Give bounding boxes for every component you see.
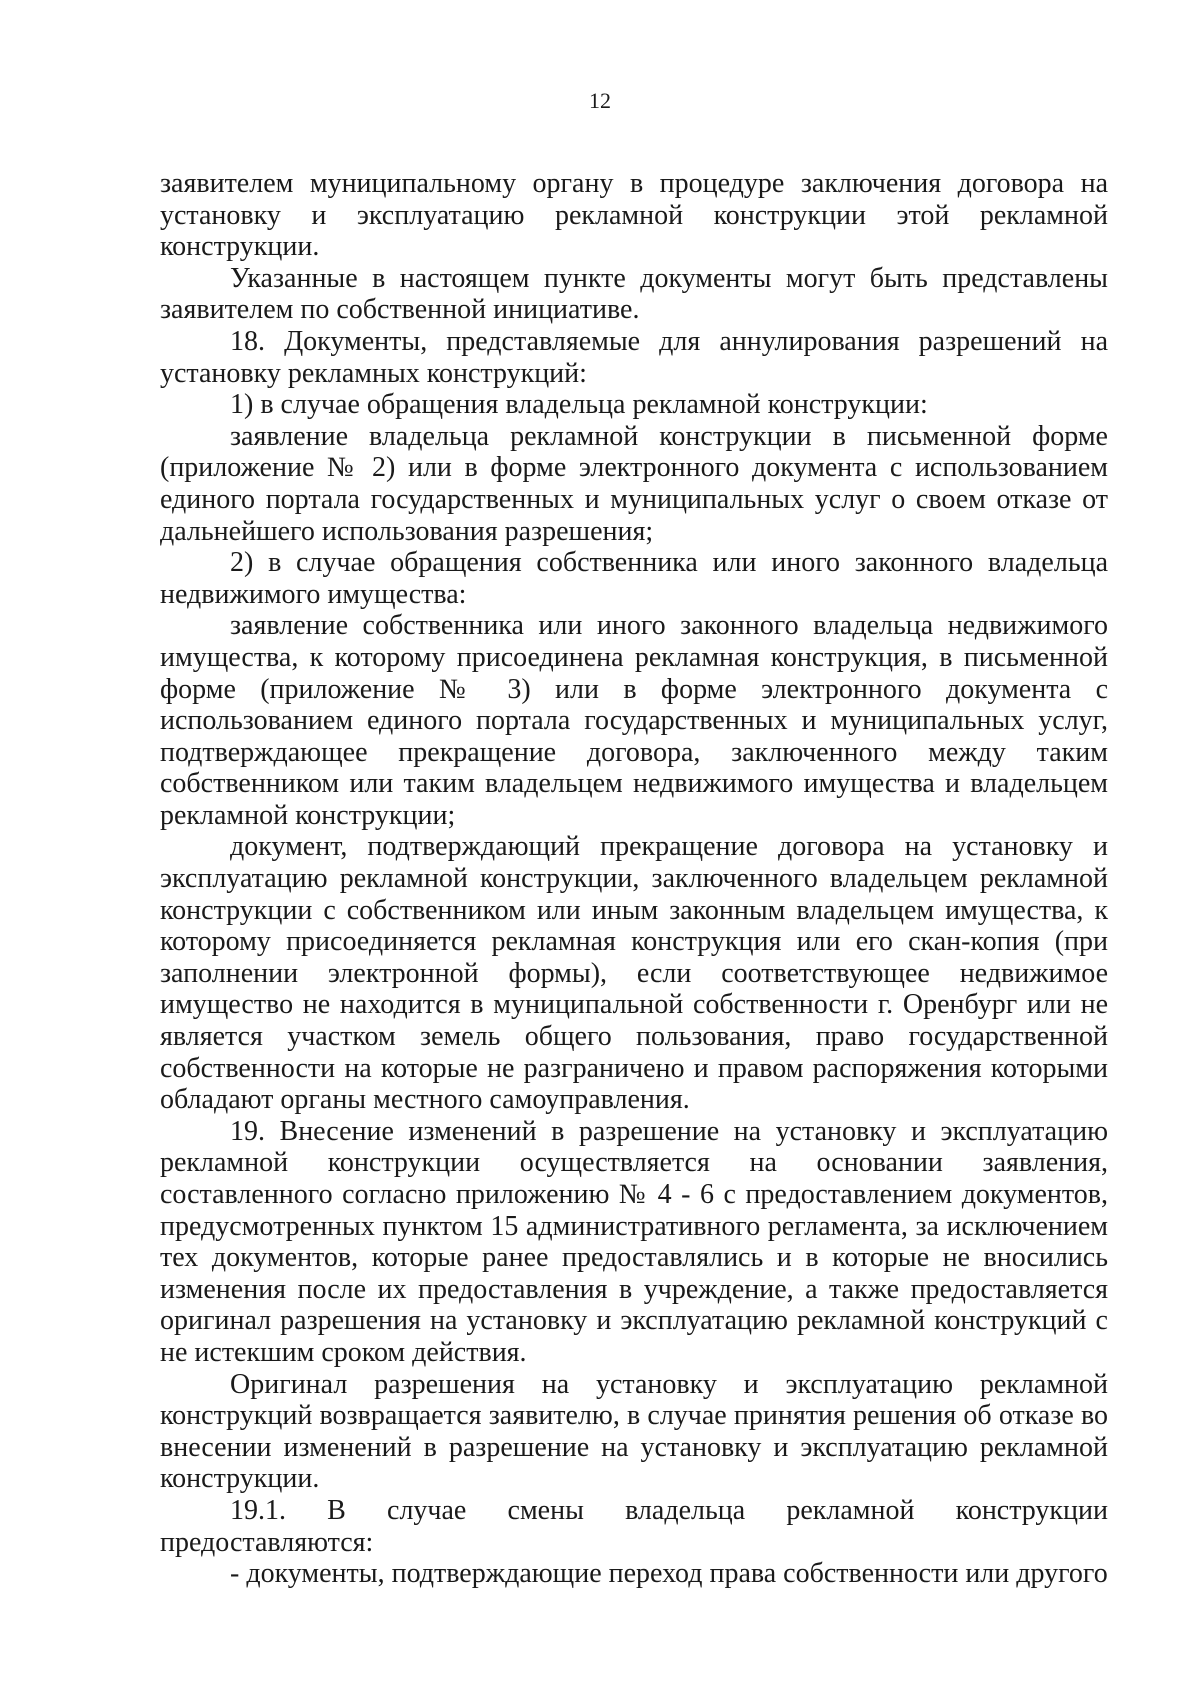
paragraph: заявителем муниципальному органу в процедуре заключения договора на установку и эксплуатацию рекламной конструкции этой рекламной конструкции.: [160, 168, 1108, 263]
page-number: 12: [589, 88, 611, 113]
paragraph: 19. Внесение изменений в разрешение на установку и эксплуатацию рекламной конструкции осуществляется на основании заявления, составленного согласно приложению № 4 - 6 с предоставлением документов, предусмотренных пунктом 15 административного регламента, за исключением тех документов, которые ранее предоставлялись и в которые не вносились изменения после их предоставления в учреждение, а также предоставляется оригинал разрешения на установку и эксплуатацию рекламной конструкций с не истекшим сроком действия.: [160, 1115, 1108, 1368]
paragraph: - документы, подтверждающие переход права собственности или другого: [230, 1558, 1108, 1590]
document-body: [160, 168, 1108, 1590]
paragraph: 19.1. В случае смены владельца рекламной конструкции предоставляются:: [160, 1494, 1108, 1558]
paragraph: 2) в случае обращения собственника или иного законного владельца недвижимого имущества:: [160, 547, 1108, 610]
paragraph: Оригинал разрешения на установку и эксплуатацию рекламной конструкций возвращается заявителю, в случае принятия решения об отказе во внесении изменений в разрешение на установку и эксплуатацию рекламной конструкции.: [160, 1368, 1108, 1495]
paragraph: документ, подтверждающий прекращение договора на установку и эксплуатацию рекламной конструкции, заключенного владельцем рекламной конструкции с собственником или иным законным владельцем имущества, к которому присоединяется рекламная конструкция или его скан-копия (при заполнении электронной формы), если соответствующее недвижимое имущество не находится в муниципальной собственности г. Оренбург или не является участком земель общего пользования, право государственной собственности на которые не разграничено и правом распоряжения которыми обладают органы местного самоуправления.: [160, 831, 1108, 1116]
paragraph: заявление владельца рекламной конструкции в письменной форме (приложение № 2) или в форме электронного документа с использованием единого портала государственных и муниципальных услуг о своем отказе от дальнейшего использования разрешения;: [160, 420, 1108, 547]
paragraph: Указанные в настоящем пункте документы могут быть представлены заявителем по собственной инициативе.: [160, 262, 1108, 326]
paragraph: 1) в случае обращения владельца рекламной конструкции:: [230, 389, 928, 421]
paragraph: 18. Документы, представляемые для аннулирования разрешений на установку рекламных конструкций:: [160, 325, 1108, 389]
paragraph: заявление собственника или иного законного владельца недвижимого имущества, к которому присоединена рекламная конструкция, в письменной форме (приложение № 3) или в форме электронного документа с использованием единого портала государственных и муниципальных услуг, подтверждающее прекращение договора, заключенного между таким собственником или таким владельцем недвижимого имущества и владельцем рекламной конструкции;: [160, 610, 1108, 831]
